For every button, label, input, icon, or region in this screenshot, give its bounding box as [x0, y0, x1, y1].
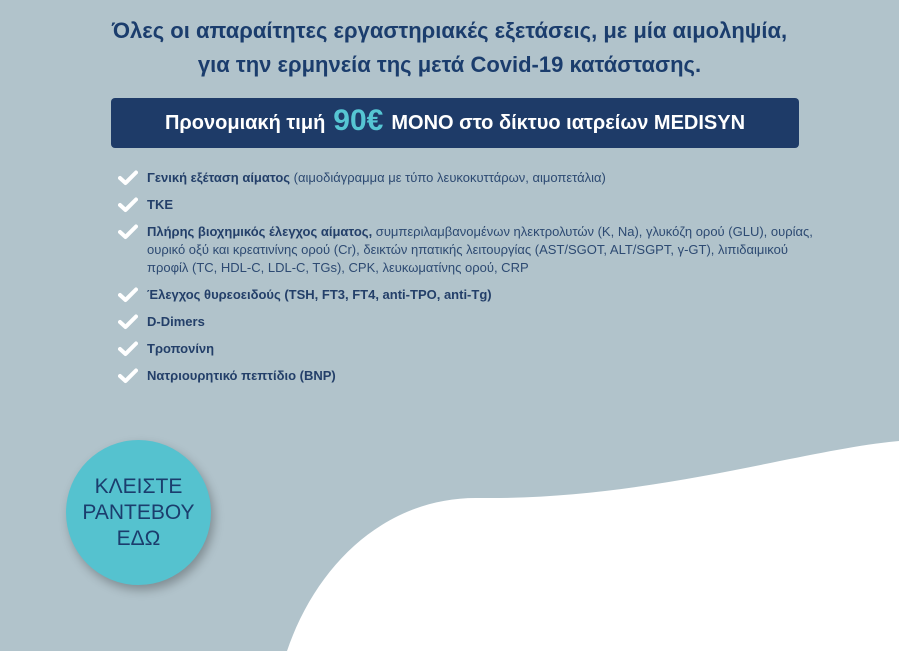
price-banner	[111, 98, 799, 148]
list-item	[118, 340, 818, 358]
headline-line-1: Όλες οι απαραίτητες εργαστηριακές εξετάσεις, με μία αιμοληψία,	[111, 18, 788, 43]
list-item	[118, 367, 818, 385]
check-icon	[118, 170, 138, 186]
test-name: Έλεγχος θυρεοειδούς (TSH, FT3, FT4, anti-TPO, anti-Tg)	[147, 287, 492, 302]
test-name: D-Dimers	[147, 314, 205, 329]
list-item	[118, 313, 818, 331]
banner-suffix: ΜΟΝΟ στο δίκτυο ιατρείων MEDISYN	[391, 111, 746, 134]
book-appointment-button[interactable]	[66, 440, 211, 585]
check-icon	[118, 197, 138, 213]
list-item	[118, 286, 818, 304]
test-detail: συμπεριλαμβανομένων ηλεκτρολυτών (K, Na), γλυκόζη ορού (GLU), ουρίας, ουρικό οξύ και κρεατινίνης ορού (Cr), δεικτών ηπατικής λειτουργίας (AST/SGOT, ALT/SGPT, γ-GT), λιπιδαιμικού προφίλ (TC, HDL-C, LDL-C, TGs), CPK, λευκωματίνης ορού, CRP	[147, 224, 813, 275]
check-icon	[118, 341, 138, 357]
cta-line-2: ΡΑΝΤΕΒΟΥ	[82, 500, 195, 524]
cta-line-1: ΚΛΕΙΣΤΕ	[94, 474, 183, 498]
test-name: Πλήρης βιοχημικός έλεγχος αίματος,	[147, 224, 373, 239]
check-icon	[118, 368, 138, 384]
book-appointment-label	[74, 474, 204, 552]
banner-prefix: Προνομιακή τιμή	[164, 111, 326, 134]
headline-line-2: για την ερμηνεία της μετά Covid-19 κατάστασης.	[197, 52, 702, 77]
test-name: ΤΚΕ	[147, 197, 173, 212]
test-name: Νατριουρητικό πεπτίδιο (BNP)	[147, 368, 336, 383]
list-item	[118, 169, 818, 187]
list-item	[118, 223, 818, 277]
list-item	[118, 196, 818, 214]
test-detail: (αιμοδιάγραμμα με τύπο λευκοκυττάρων, αιμοπετάλια)	[290, 170, 606, 185]
cta-line-3: ΕΔΩ	[116, 526, 161, 550]
test-name: Τροπονίνη	[147, 341, 215, 356]
check-icon	[118, 287, 138, 303]
check-icon	[118, 224, 138, 240]
tests-list	[118, 169, 818, 394]
headline	[0, 14, 899, 82]
banner-price: 90€	[333, 104, 384, 137]
check-icon	[118, 314, 138, 330]
test-name: Γενική εξέταση αίματος	[147, 170, 291, 185]
